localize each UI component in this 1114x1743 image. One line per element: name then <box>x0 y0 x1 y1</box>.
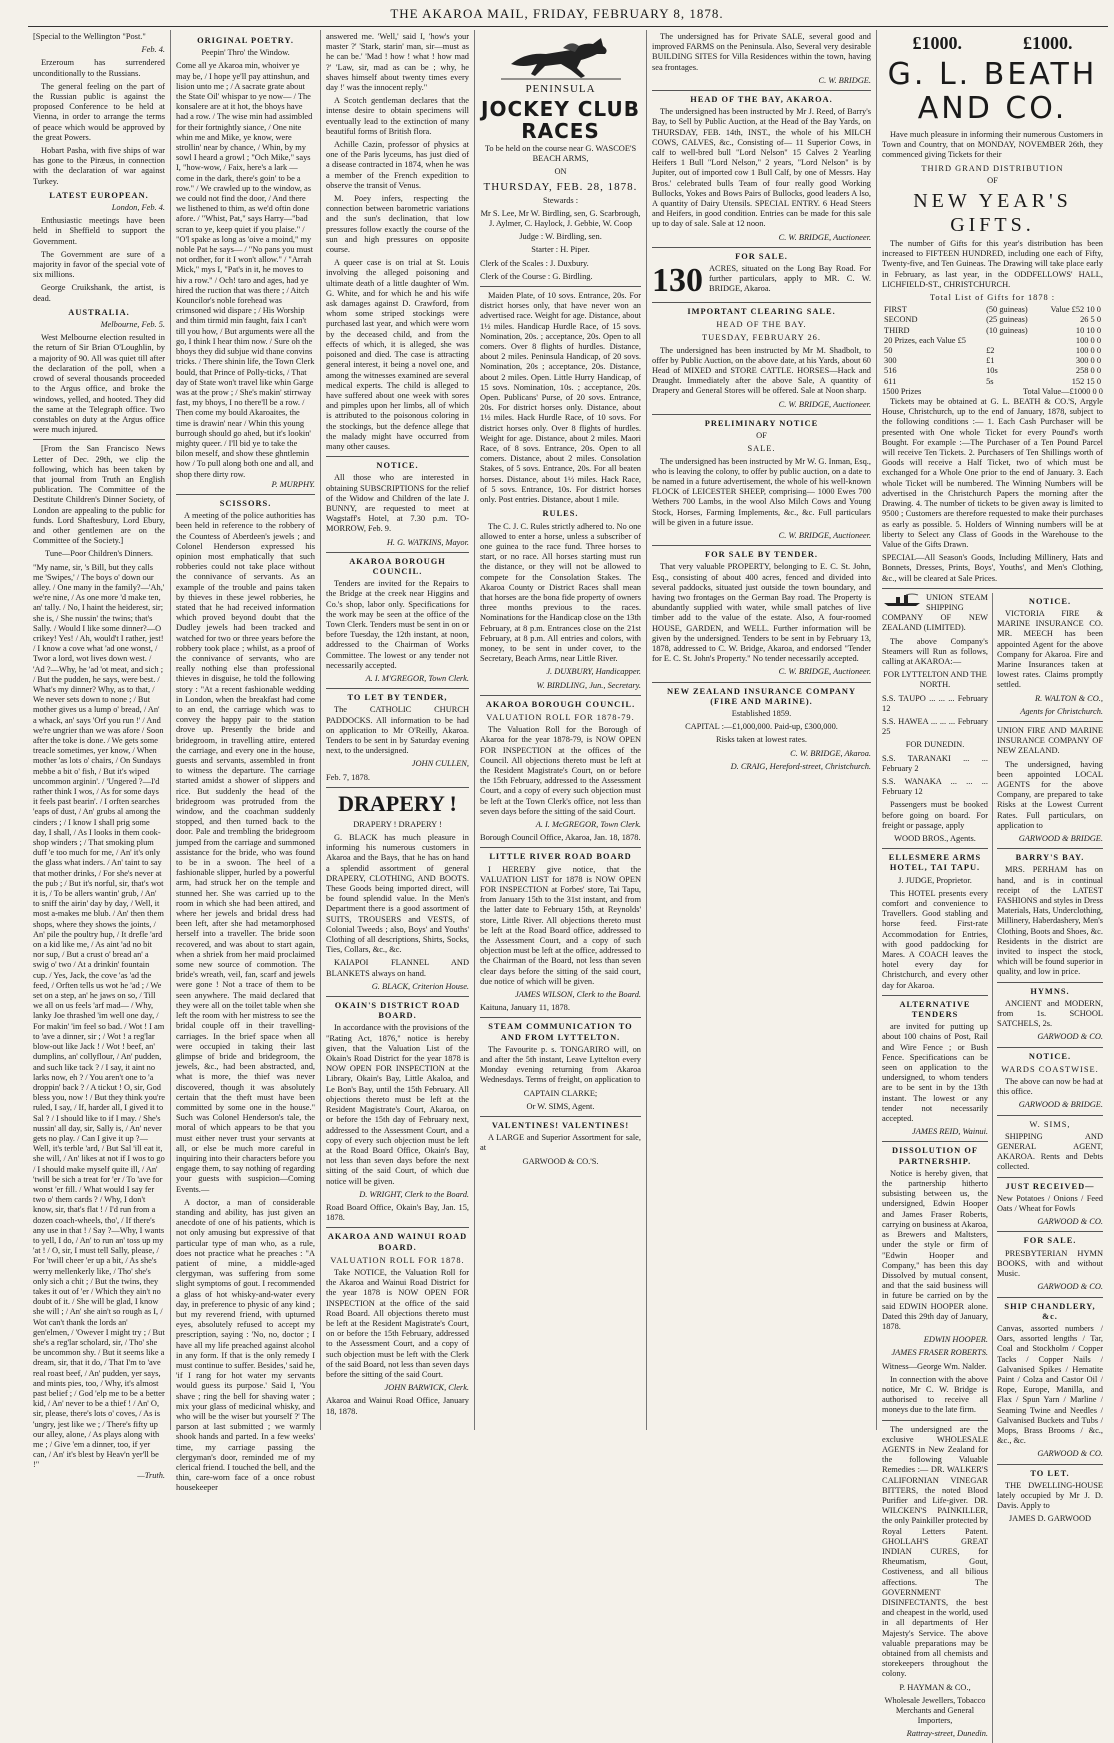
australia-heading: AUSTRALIA. <box>68 307 130 317</box>
ship-chandlery-signature: GARWOOD & CO. <box>1037 1449 1103 1459</box>
rules-heading: RULES. <box>542 509 579 519</box>
clerk-scales: Clerk of the Scales : J. Duxbury. <box>480 258 589 268</box>
nz-insurance-heading: NEW ZEALAND INSURANCE COMPANY (FIRE AND MARINE). <box>667 686 856 706</box>
just-received-list: New Potatoes / Onions / Feed Oats / Wheat for Fowls <box>997 1193 1103 1214</box>
gifts-total <box>882 387 1103 397</box>
hymns-body: ANCIENT and MODERN, from 1s. SCHOOL SATCHELS, 2s. <box>997 998 1103 1029</box>
for-sale-acres: ACRES, situated on the Long Bay Road. For further particulars, apply to MR. C. W. BRIDGE, Akaroa. <box>709 264 871 294</box>
nz-insurance-agent-1: C. W. BRIDGE, Akaroa. <box>790 748 871 758</box>
to-let-paddocks: The CATHOLIC CHURCH PADDOCKS. All information to be had on application to Mr O'Reilly, Akaroa. Tenders to be sent in by Saturday evening next, to the undersigned. <box>326 705 469 756</box>
article-erzeroum: Erzeroum has surrendered unconditionally to the Russians. <box>33 58 165 78</box>
victoria-sig-1: R. WALTON & CO., <box>1035 693 1103 703</box>
gifts-row <box>882 366 1103 376</box>
notice-bunny: All those who are interested in obtaining SUBSCRIPTIONS for the relief of the Widow and Children of the late J. BUNNY, are requested to meet at Wagstaff's Hotel, at 7.30 p.m. TO-MORROW, Feb. 9. <box>326 473 469 534</box>
steam-agent: Or W. SIMS, Agent. <box>526 1101 595 1111</box>
acres-number: 130 <box>652 262 703 300</box>
scissors-heading: SCISSORS. <box>219 498 272 508</box>
union-fire-signature: GARWOOD & BRIDGE. <box>1018 833 1103 843</box>
prize-right: £1000. <box>1023 33 1073 53</box>
stewards-heading: Stewards : <box>542 195 579 205</box>
victoria-body: VICTORIA FIRE & MARINE INSURANCE CO. MR. MEECH has been appointed Agent for the above Company for Akaroa. Fire and Marine Insurances taken at lowest rates. Claims promptly settled. <box>997 608 1103 690</box>
preliminary-heading: PRELIMINARY NOTICE <box>704 418 819 428</box>
gift-label: 50 <box>884 346 893 356</box>
column-2 <box>171 30 321 1493</box>
divider <box>997 721 1103 722</box>
column-3 <box>321 30 475 1430</box>
article-cruikshank: George Cruikshank, the artist, is dead. <box>33 283 165 303</box>
farms-ad: The undersigned has for Private SALE, several good and improved FARMS on the Peninsula. Also, Several very desirable BUILDING SITES for Villa Residences within the town, having sea frontages. <box>652 32 871 72</box>
gift-detail: £1 <box>986 356 995 366</box>
barrys-bay-heading: BARRY'S BAY. <box>1015 853 1085 863</box>
usc-agents: WOOD BROS., Agents. <box>894 833 976 843</box>
new-years-gifts: NEW YEAR'S GIFTS. <box>913 190 1072 237</box>
gift-detail: (10 guineas) <box>986 325 1028 335</box>
third-of: OF <box>987 175 998 185</box>
column-1 <box>28 30 171 1480</box>
to-let2-body: THE DWELLING-HOUSE lately occupied by Mr J. D. Davis. Apply to <box>997 1480 1103 1511</box>
to-let-signature: JOHN CULLEN, <box>411 759 469 769</box>
prize-banner <box>882 32 1103 54</box>
article-hobart: Hobart Pasha, with five ships of war has gone to the Piræus, in connection with the declaration of war against Turkey. <box>33 146 165 186</box>
okains-notice: In accordance with the provisions of the "Rating Act, 1876," notice is hereby given, that the Valuation List of the Okain's Road District for the year 1878 is NOW OPEN FOR INSPECTION at the Library, Okain's Bay, Little Akaloa, and Le Bon's Bay, until the 15th February. All objections thereto must be left at the Resident Magistrate's Court, Akaroa, on or before the 15th day of February next, addressed to the Assessment Court, and a copy of every such objection must be left at the Road Board Office, Okain's Bay, not less than seven days before the next sitting of the said Court, of which due notice will be given. <box>326 1023 469 1186</box>
divider <box>326 996 469 997</box>
divider <box>480 1116 641 1117</box>
nz-insurance-established: Established 1859. <box>731 708 792 718</box>
gifts-paragraph: The number of Gifts for this year's distribution has been increased to FIFTEEN HUNDRED, including one each of Fifty, Twenty-five, and Ten Guineas. The Drawing will take place early in February, as last year, in the ODDFELLOWS' HALL, LICHFIELD-ST., CHRISTCHURCH. <box>882 239 1103 289</box>
gift-label: 516 <box>884 366 897 376</box>
article-melbourne: West Melbourne election resulted in the return of Sir Brian O'Loughlin, by a majority of 90. All was quiet till after the declaration of the poll, when a crowd of several thousands proceeded to the Argus office, and broke the windows, yelled, and hooted. They did the same at the Telegraph office. Two constables on duty at the Argus office were much injured. <box>33 333 165 435</box>
gift-label: 20 Prizes, each Value £5 <box>884 335 966 345</box>
gifts-row <box>882 356 1103 366</box>
usc-heading: UNION STEAM SHIPPING COMPANY OF NEW ZEALAND (LIMITED). <box>882 592 988 633</box>
tender-sale-signature: C. W. BRIDGE, Auctioneer. <box>778 667 871 677</box>
gifts-row <box>882 346 1103 356</box>
column-4 <box>475 30 647 1430</box>
poem-verse: "My name, sir, 's Bill, but they calls me 'Swipes,' / The boys o' down our alley. / One many in the family?—'Ah,' we're nine, / As one more 'd make ten, an' tally. / No, I haint the heiderest, sir; she is, / She nussin' the twins; that's Sally. / Would I like some dinner?—O crikey! Yes! / Ah, would't I rather, jest! / I know a cove what 'ad one wonst, / Twor a lord, wot lives down west. / 'Ad ?—Why, he 'ad 'ot meat, and sich ; / But the pudden, he says, were best. / What's my dinner? Why, as to that, / We never sets down to none ; / But mother gives us a lump o' bread, / An' a whack, an' says 'Orf you run !' / And we're ungrier than we was afore / Soon after the toke is done. / We gets some treacle sometimes, yer know, / When mother 'as lots o' chairs, / On Sundays mebbe a bit o' fish, / But it's wiped uncommon arginin'. / 'Ungered ?—I'd rather think I wos, / As for some days it feels past bearin'. / I orften searches 'eaps of dust, / An' grubs al among the cinders ; / I know I shall prig some day, I shall, / As I looks in them cook-shop winders ; / That smoking plum duff 'e too much for me, / An' it's only the glass what inders. / An' taint to say that mother drinks, / For she's never at the pub ; / But it's norful, sir, that's wot it is, / To be allers wantin' grub, / An' to sniff the airin' day by day, / Well, it most a-makes me blub. / An' then them shops, where they shows the joints, / An' pile the poultry hup, / It drefle 'ard on a kid like me, / As aint 'ad no bit nor sup, / But a crust o' bread an' a swig o' two / At a drinkin' fountain cup. / Yes, Jack, the cove 'as 'ad the feed, / Orften tells us wot he 'ad ; / We set on a step, an' he jaws on so, / Till we all on us feels 'arf mad— / Why, lanky Joe thrashed 'im well one day, / For makin' 'im feel so bad. / Wot ! I am to 'ave a dinner, sir ; / Wot ! a reg'lar blow-out like Jack ! / Wot ! beef, an' dumplins, an' collyflour, / An' pudden, and such like tack ? / I say, it aint no larks now, eh ? / You aren't one to 'a droppin' back ? / A tickut ! O, sir, God bless you, now ! / But they think you're ruled, I say, / If, harder all, I gived it to Sal ? / I should like to if I may. / She's nussin' all day, sir, Sally is, / An' never gets no play. / Can I give it up ?—Well, it's terble 'ard, / But Sal 'ill eat it, she will, / An' likes at not if I wos to go / I should make myself quite ill, / An' 'twill be sich a treat for 'er / To 'ave for wonst 'er fill. / What would I say fer two o' them cards ? / Why, I don't know, sir, that's flat ! / I'd run from a dozen coach-wheels, tho', / If there's any use in that ! / Say ?—Why, I wants to yell, I do, / An' to run an' toss up my 'at ! / O, sir, I must tell Sally, please, / For 'twill cheer 'er up a bit, / As she's werry mellenkerly like, / Tho' she's only sich a chit ; / But the twins, they takes it out of 'er / Which they ain't no doubt of it. / She will be glad, I know she will ; / An' she ain't so rough as I, / Wot can't thank the lords an' gen'elmen, / 'Owever I might try ; / But she's a reg'lar scholard, sir, / Tho' she be uncommon shy. / But it seems like a dream, sir, that it do, / That I'm to 'ave real roast beef, / An' pudden, yer says, and mints pies, too, / Why, it's almost past belief ; / God 'elp me to be a better kid, / An' never to be a thief ! / An' O, sir, please, there's lots o' coves, / As is 'ungry, jest like we ; / There's fifty up our alley, alone, / As plays along with me ; / Give 'em a dinner, too, if yer can, / An' it's blest by Heav'n yer'll be !" <box>33 562 166 1470</box>
divider <box>997 1047 1103 1048</box>
clearing-sale-date: TUESDAY, FEBRUARY 26. <box>702 333 821 343</box>
gift-value: 100 0 0 <box>1075 335 1101 345</box>
kaiapoi-signature: G. BLACK, Criterion House. <box>371 981 469 991</box>
wholesale-sig-3: Rattray-street, Dunedin. <box>906 1729 988 1739</box>
gift-detail: 5s <box>986 376 994 386</box>
clearing-sale-body: The undersigned has been instructed by Mr M. Shadbolt, to offer by Public Auction, on the above date, at his Yards, about 60 Head of MIXED and STORE CATTLE. HORSES—Hack and Draught. Immediately after the above Sale, A quantity of Drapery and General Stores will be offered. Sale at Noon sharp. <box>652 345 871 396</box>
column-6 <box>877 30 1108 1739</box>
races-title-peninsula: PENINSULA <box>525 83 596 95</box>
divider <box>33 439 165 440</box>
gift-value: 10 10 0 <box>1075 325 1101 335</box>
wards-body: The above can now be had at this office. <box>997 1077 1103 1097</box>
special-telegram: [Special to the Wellington "Post." <box>33 32 146 41</box>
wainui-signature: JOHN BARWICK, Clerk. <box>384 1383 469 1393</box>
gifts-row <box>882 377 1103 387</box>
wards-heading: WARDS COASTWISE. <box>1001 1064 1099 1074</box>
wholesale-sig-2: Wholesale Jewellers, Tobacco Merchants and General Importers, <box>884 1695 986 1726</box>
poem-signature: —Truth. <box>137 1470 165 1480</box>
divider <box>652 414 871 415</box>
union-fire-heading: UNION FIRE AND MARINE INSURANCE COMPANY OF NEW ZEALAND. <box>997 725 1103 756</box>
notice-heading-right: NOTICE. <box>1028 596 1072 606</box>
article-jewel-robbery: A meeting of the police authorities has been held in reference to the robbery of the Countess of Aberdeen's jewels ; and Colonel Henderson expressed his opinion most emphatically that such robberies could not take place without the connivance of servants. As an example of the trouble and pains taken by thieves in these jewel robberies, he stated that he had received information which proved beyond doubt that the Dudley jewels had been tracked and watched for two or three years before the robbery took place ; whilst, as a proof of the connivance of servants, who are really nothing else than professional thieves in disguise, he told the following story : "At a recent fashionable wedding in London, when the breakfast had come to an end, the carriage which was to convey the happy pair to the station drove up. Presently the bride and bridegroom, in travelling attire, entered the carriage, and every one in the house, guests and servants, assembled in front to witness the departure. The carriage started amidst a shower of slippers and rice. But suddenly the head of the bridegroom was protruded from the window, and the coachman suddenly stopped, and then turned back to the door. Pale and trembling the bridegroom jumped from the carriage and summoned assistance for the bride, who was found to be in a swoon. The heel of a fashionable slipper, hurled by a powerful arm, had struck her on the temple and stunned her. She was carried up to the room in which she had been attired, and where her jewels and bridal dress had been left, after she had metamorphosed herself into a traveller. The bride soon recovered, and was about to start again, when a shriek from her maid proclaimed some new source of commotion. The bride's wreath, veil, fan, scarf and jewels were gone ! Not a trace of them to be seen anywhere. The maid declared that they were all on the toilet table when she left the room with her mistress to see the bridal couple off in their travelling-carriages. In the brief space when all were occupied in taking their last glimpse of bride and bridegroom, the jewels, &c., had been abstracted, and, what is more, the thief was never discovered, though it was absolutely certain that the theft must have been committed by some one in the house." Such was Colonel Henderson's tale, the moral of which appears to be that you must either never trust your servants at all, or else be much more careful in inquiring into their characters before you engage them, to say nothing of regarding your guests with suspicion—Coming Events.— <box>176 511 315 1194</box>
borough2-signature: A. I. McGREGOR, Town Clerk. <box>535 819 641 829</box>
newspaper-columns <box>28 30 1108 1739</box>
tune-line: Tune—Poor Children's Dinners. <box>45 549 153 559</box>
gift-label: THIRD <box>884 325 910 335</box>
little-river-signature: JAMES WILSON, Clerk to the Board. <box>515 990 641 1000</box>
to-let-date: Feb. 7, 1878. <box>326 772 370 782</box>
article-stockings: A queer case is on trial at St. Louis involving the alleged poisoning and ultimate death of a little daughter of Wm. G. White, and for which he and his wife ask damages against D. Crawford, from whom some striped stockings were purchased last year, and which were worn by the deceased child, and from the effects of which, it is alleged, she was poisoned and died. The case is attracting general interest, it being a novel one, and among the witnesses examined are several medical experts. The child is alleged to have suffered about one week with sores and pimples upon her limbs, all of which is attributed to the poisonous coloring in the stockings, but the defence allege that the malady might have occurred from many other causes. <box>326 258 469 451</box>
sims-heading: W. SIMS, <box>1029 1119 1071 1129</box>
borough2-date: Borough Council Office, Akaroa, Jan. 18, 1878. <box>480 833 641 843</box>
dissolution-heading: DISSOLUTION OF PARTNERSHIP. <box>892 1146 978 1166</box>
ellesmere-heading: ELLESMERE ARMS HOTEL, TAI TAPU. <box>888 853 982 873</box>
article-truth-intro: [From the San Francisco News Letter of Dec. 29th, we clip the following, which has been taken by that journal from Truth an English publication. The Committee of the Destitute Children's Dinner Society, of London are appealing to the public for funds. Lord Shaftesbury, Lord Ebury, and other gentlemen are on the Committee of the Society.] <box>33 444 165 546</box>
divider <box>652 90 871 91</box>
racehorse-icon <box>501 34 621 80</box>
races-programme: Maiden Plate, of 10 sovs. Entrance, 20s. For district horses only, that have never won an advertised race. Weight for age. Distance, about 1½ miles. Handicap Hurdle Race, of 15 sovs. Nomination, 20s. ; acceptance, 20s. Open to all comers. Over 8 flights of hurdles. Distance, about 2 miles. Peninsula Handicap, of 20 sovs. Nomination, 20s ; acceptance, 20s. Distance, about 2 miles. Open. Little Hurry Handicap, of 15 sovs. Nomination, 10s. ; acceptance, 20s. Open. Publicans' Purse, of 20 sovs. Entrance, 20s. For district horses only. Distance, about 1½ miles. Hack Hurdle Race, of 10 sovs. For district horses only. Over 8 flights of hurdles. Weight for age. Distance, about 2 miles. Maori Race, of 8 sovs. Entrance, 20s. Open to all comers. Distance, about 2 miles. Consolation Stakes, of 5 sovs. Entrance, 20s. For all beaten horses. Distance, about 1½ miles. Hack Race, of 5 sovs. Entrance, 10s. For district horses only. Post entries. Distance, about 1 mile. <box>480 291 641 505</box>
hymns-heading: HYMNS. <box>1030 986 1070 996</box>
hob-heading: HEAD OF THE BAY, AKAROA. <box>690 95 833 105</box>
article-scotch: A Scotch gentleman declares that the intense desire to obtain specimens will eventually lead to the extinction of many beautiful forms of British flora. <box>326 96 469 136</box>
usc-sailing-wanaka: S.S. WANAKA ... ... ... February 12 <box>882 776 988 797</box>
preliminary-sale: SALE. <box>747 444 776 454</box>
farms-signature: C. W. BRIDGE. <box>818 75 871 85</box>
races-judge: Judge : W. Birdling, sen. <box>519 232 602 242</box>
borough2-subheading: VALUATION ROLL FOR 1878-79. <box>486 712 635 722</box>
gift-detail: (50 guineas) <box>986 305 1028 315</box>
clerk-course: Clerk of the Course : G. Birdling. <box>480 271 593 281</box>
rules-handicapper: J. DUXBURY, Handicapper. <box>546 667 641 677</box>
clearing-sale-place: HEAD OF THE BAY. <box>716 320 807 330</box>
divider <box>652 682 871 683</box>
borough2-notice: The Valuation Roll for the Borough of Akaroa for the year 1878-79, is NOW OPEN FOR INSPECTION at the offices of the Council. All objections thereto must be left at the Resident Magistrate's Court, on or before the 15th February, addressed to the Assessment Court, and a copy of every such objection must be left at the Town Clerk's office, not less than seven days before the sitting of the said Court. <box>480 725 641 816</box>
union-fire-body: The undersigned, having been appointed LOCAL AGENTS for the above Company, are prepared to take Risks at the Lowest Current Rates. Full particulars, on application to <box>997 759 1103 830</box>
nz-insurance-agent-2: D. CRAIG, Hereford-street, Christchurch. <box>730 761 871 771</box>
poem-body: Come all ye Akaroa min, whoiver ye may be, / I hope ye'll pay attinshun, and lision unto me ; / A sacrate grate about the State Oil' whispar to ye now— / The konsalere are at it hot, the bhoys have had a row. / The wise min had assimbled for their fortnightly siance, / One nite whin me and Mike, ye know, were strollin' near by chance, / Whin, by my sowl I heard a growl ; "Och Mike," says I, "how-wow, / Faix, here's a lark — come in the dark, there's goin' to be a row." / We crawled up to the window, as we could not find the door, / And there we listhened to thim, as we'd oftin done afore. / "Whist, Pat," says Harry—"bad scran to ye, keep quiet if you plaise." / "O'l spake as long as 'oive a moind," my noble Pat he says— / "No pans you must not ordher, for it I won't allow." / "Arrah Mick," mys I, "Pat's in it, he moves to hiv a row." / Och! taro and ages, had ye hired the ruction that was there ; / Aitch Kouncilor's noble forehead was crimsoned wid dispare ; / His Worship and thim tirmid min faught, faix I can't till you how, / But arguments were all the go, I think I hear thim now. / Sure oh the bhoys they did subjue wid thane convins tricks. / There shinin life, the Town Clerk bould, that Prince of Polly-ticks, / That day of State won't travel like whin Garge was at the prow ; / She's makin' stirrway fast, my bhoys, I no there'll be a row. / Then come my bould Akaroaites, the time is drawin' near / Whin this young burrough should go ahed, but it's lookin' mighty queer. / I'll bid ye to take the bilon meself, and show these ghntlemin how / To pull along both one and all, and shop there dirty row. <box>176 61 315 479</box>
australia-date: Melbourne, Feb. 5. <box>100 320 165 330</box>
preliminary-of: OF <box>756 431 767 441</box>
gifts-row <box>882 305 1103 315</box>
little-river-notice: I HEREBY give notice, that the VALUATION LIST for 1878 is NOW OPEN FOR INSPECTION at Forbes' store, Tai Tapu, from January 15th to the 31st instant, and from the latter date to February 15th, at Reynolds' store, Little River. All objections thereto must be left at the Road Board office, addressed to the Assessment Court, and a copy of such objection must be left at the office, addressed to the Chairman of the Board, not less than seven clear days before the sitting of the said court, due notice of which will be given. <box>480 864 641 986</box>
for-sale-heading: FOR SALE. <box>735 251 788 261</box>
gifts-total-count: 1500 Prizes <box>882 386 922 396</box>
rules-body: The C. J. C. Rules strictly adhered to. No one allowed to enter a horse, unless a subscriber of one guinea to the race fund. Three horses to start, or no race. All horses starting must run the distance, or they will not be allowed to compete for the Consolation Stakes. The Akaroa County or District Races shall mean that horses are the bona fide property of owners three months previous to the races. Nominations for the Handicap close on the 13th February, at 8 p.m. Entrances close on the 21st February, at 8 p.m. All entries and colors, with money, to be sent in under cover, to the Secretary, Beach Arms, near Little River. <box>480 521 641 664</box>
just-received-signature: GARWOOD & CO. <box>1037 1217 1103 1227</box>
article-government: The Government are sure of a majority in favor of the special vote of six millions. <box>33 249 165 280</box>
gift-label: FIRST <box>884 305 907 315</box>
ellesmere-proprietor: J. JUDGE, Proprietor. <box>898 875 972 885</box>
wainui-subheading: VALUATION ROLL FOR 1878. <box>330 1255 465 1265</box>
borough-council-heading: AKAROA BOROUGH COUNCIL. <box>349 556 446 576</box>
barrys-bay-body: MRS. PERHAM has on hand, and is in continual receipt of the LATEST FASHIONS and styles in Dress Materials, Hats, Underclothing, Millinery, Haberdashery, Men's Clothing, Boots and Shoes, &c. Residents in the district are invited to inspect the stock, which will be found superior in quality, and low in price. <box>997 865 1103 977</box>
masthead-rule <box>28 26 1108 27</box>
alt-tenders-signature: JAMES REID, Wainui. <box>912 1127 988 1137</box>
poem-author: P. MURPHY. <box>271 479 315 489</box>
alt-tenders-body: are invited for putting up about 100 chains of Post, Rail and Wire Fence ; or Bush Fence. Specifications can be seen on application to the undersigned, to whom tenders are to be sent in by the 13th instant. The lowest or any tender not necessarily accepted. <box>882 1022 988 1124</box>
divider <box>652 247 871 248</box>
steam-notice: The Favourite p. s. TONGARIRO will, on and after the 5th instant, Leave Lyttelton every Monday evening returning from Akaroa Wednesdays. Terms of freight, on application to <box>480 1044 641 1085</box>
ship-chandlery-list: Canvas, assorted numbers / Oars, assorted lengths / Tar, Coal and Stockholm / Copper Tacks / Copper Nails / Galvanised Spikes / Hematite Paint / Colza and Castor Oil / Rope, Europe, Manilla, and Flax / Spun Yarn / Marline / Seaming Twine and Needles / Galvanised Buckets and Tubs / Mops, Brass Brooms / &c., &c., &c. <box>997 1323 1103 1446</box>
for-sale2-body: PRESBYTERIAN HYMN BOOKS, with and without Music. <box>997 1248 1103 1279</box>
gift-value: 152 15 0 <box>1071 376 1101 386</box>
third-distribution: THIRD GRAND DISTRIBUTION <box>921 163 1064 173</box>
divider <box>882 588 1103 589</box>
gift-value: 100 0 0 <box>1075 346 1101 356</box>
usc-sailing-taupo: S.S. TAUPO ... ... ... February 12 <box>882 693 988 713</box>
stewards-list: Mr S. Lee, Mr W. Birdling, sen, G. Scarbrough, J. Aylmer, C. Haylock, J. Gebbie, W. Coop <box>480 208 641 229</box>
usc-passengers: Passengers must be booked before going on board. For freight or passage, apply <box>882 800 988 830</box>
clearing-sale-heading: IMPORTANT CLEARING SALE. <box>687 307 836 317</box>
races-date: THURSDAY, FEB. 28, 1878. <box>483 180 638 193</box>
gift-detail: (25 guineas) <box>986 315 1028 325</box>
gifts-list-heading: Total List of Gifts for 1878 : <box>929 293 1056 303</box>
divider <box>480 695 641 696</box>
victoria-sig-2: Agents for Christchurch. <box>1020 706 1103 716</box>
wainui-heading: AKAROA AND WAINUI ROAD BOARD. <box>327 1232 468 1252</box>
races-venue: To be held on the course near G. WASCOE'S BEACH ARMS, <box>484 144 637 164</box>
little-river-date: Kaituna, January 11, 1878. <box>480 1003 570 1013</box>
tender-sale-body: That very valuable PROPERTY, belonging to E. C. St. John, Esq., consisting of about 400 acres, fenced and divided into several paddocks, situated just outside the town boundary, and having two frontages on the German Bay road. The Property is abundantly supplied with water, while small patches of live timber add to the value of the estate. Also, A four-roomed HOUSE, GARDEN, and WELL. Further information will be given by the undersigned. Tenders to be sent in by February 13, 1878, addressed to C. W. Bridge, Akaroa, and endorsed "Tender for E. C. St. John's Property." No tender necessarily accepted. <box>652 562 871 664</box>
wainui-date: Akaroa and Wainui Road Office, January 18, 1878. <box>326 1396 469 1416</box>
gift-value: 300 0 0 <box>1075 356 1101 366</box>
ellesmere-body: This HOTEL presents every comfort and convenience to Travellers. Good stabling and horse feed. First-rate Accommodation for Entries, with good paddocking for Mares. A COACH leaves the hotel every day for Christchurch, and every other day for Akaroa. <box>882 888 988 990</box>
telegram-date: Feb. 4. <box>141 45 165 55</box>
poem-title: Peepin' Thro' the Window. <box>201 48 290 58</box>
to-let2-heading: TO LET. <box>1030 1468 1070 1478</box>
prize-left: £1000. <box>912 33 962 53</box>
masthead: THE AKAROA MAIL, FRIDAY, FEBRUARY 8, 1878. <box>390 6 724 21</box>
original-poetry-heading: ORIGINAL POETRY. <box>197 36 294 45</box>
preliminary-body: The undersigned has been instructed by Mr W. G. Inman, Esq., who is leaving the colony, to offer by public auction, on a date to be named in a future advertisement, the whole of his well-known FLOCK of LEICESTER SHEEP, comprising— 1000 Ewes 700 Wethers 700 Lambs, in the wool Also Milch Cows and Young Stock, Horses, Farming Implements, &c., &c. Full particulars will be given in a future issue. <box>652 456 871 527</box>
divider <box>997 1115 1103 1116</box>
gift-detail: 10s <box>986 366 998 376</box>
divider <box>882 995 988 996</box>
hob-auction: The undersigned has been instructed by Mr J. Reed, of Barry's Bay, to Sell by Public Auction, at the Head of the Bay Yards, on THURSDAY, FEB. 14th, INST., the whole of his MILCH COWS, CALVES, &c., Consisting of— 11 Superior Cows, in calf to well-bred bull "Lord Nelson" 15 Calves 2 Yearling Heifers 1 Bull "Lord Nelson," 2 years, "Lord Nelson" is by Jupiter, out of imported cow 1 Bull Calf, by one of Messrs. Hay Bros.' celebrated bulls Team of four really good Working Bullocks, Yokes and Bows Pairs of Bullocks, good leaders A lso, A quantity of Dairy Utensils. SPECIAL ENTRY. 6 Head Steers and Heifers, in good condition. Entries can be made for this sale up to day of sale. Sale at 12 noon. <box>652 107 871 229</box>
gifts-total-value: Total Value—£1000 0 0 <box>1023 386 1103 396</box>
valentines-heading: VALENTINES! VALENTINES! <box>491 1121 630 1131</box>
special-sale: SPECIAL—All Season's Goods, Including Millinery, Hats and Bonnets, Dresses, Prints, Boys', Youths', and Men's Clothing, &c., will be cleared at Sale Prices. <box>882 553 1103 583</box>
divider <box>997 1231 1103 1232</box>
tender-sale-heading: FOR SALE BY TENDER. <box>704 550 818 560</box>
borough-signature: A. I. M'GREGOR, Town Clerk. <box>365 673 469 683</box>
dissolution-sig-roberts: JAMES FRASER ROBERTS. <box>891 1348 988 1358</box>
alt-tenders-heading: ALTERNATIVE TENDERS <box>899 999 971 1020</box>
divider <box>480 1017 641 1018</box>
to-let2-signature: JAMES D. GARWOOD <box>1008 1514 1092 1524</box>
column-5 <box>647 30 877 1430</box>
steam-captain: CAPTAIN CLARKE; <box>523 1088 598 1098</box>
borough2-heading: AKAROA BOROUGH COUNCIL. <box>485 699 636 709</box>
divider <box>652 302 871 303</box>
gift-value: 258 0 0 <box>1075 366 1101 376</box>
usc-sailing-taranaki: S.S. TARANAKI ... ... February 2 <box>882 753 988 773</box>
gift-detail: £2 <box>986 346 995 356</box>
gifts-row <box>882 326 1103 336</box>
divider <box>882 848 988 849</box>
divider <box>480 286 641 287</box>
gifts-rules: Tickets may be obtained at G. L. BEATH & CO.'S, Argyle House, Christchurch, up to the end of January, 1878, subject to the following conditions :— 1. Each Cash Purchaser will be presented with One whole Ticket for every Pound's worth Bought. For example :—The Purchaser of a Ten Pound Parcel will receive Ten Tickets. 2. Purchasers of Ten Shillings worth of Goods will receive a Half Ticket, two of which must be exchanged for a Whole One prior to the end of January. 3. Each whole Ticket will be numbered. The Winning Numbers will be advertised in the Christchurch Papers the morning after the Drawing. 4. The number of tickets to be given away is limited to 9500 ; Customers are therefore requested to make their purchases as early as possible. 5. Holders of Winning numbers will be at liberty to Select any Class of Goods in the Warehouse to the Value of the Gifts Drawn. <box>882 397 1103 549</box>
wards-signature: GARWOOD & BRIDGE. <box>1018 1100 1103 1110</box>
two-ad-row <box>882 593 1103 1743</box>
hob-signature: C. W. BRIDGE, Auctioneer. <box>778 232 871 242</box>
okains-signature: D. WRIGHT, Clerk to the Board. <box>359 1189 469 1199</box>
article-russia: The general feeling on the part of the Russian public is against the proposed Conference to be held at Vienna, in order to arrange the terms of peace which would be approved by the great Powers. <box>33 81 165 142</box>
article-sheffield: Enthusiastic meetings have been held in Sheffield to support the Government. <box>33 216 165 246</box>
wholesale-sig-1: P. HAYMAN & CO., <box>899 1682 971 1692</box>
notice2-heading: NOTICE. <box>1028 1051 1072 1061</box>
gift-value: 26 5 0 <box>1080 315 1101 325</box>
article-doctor-cont: answered me. 'Well,' said I, 'how's your master ?' 'Stark, starin' man, sir—must as he can be.' 'Mad ! how ! what ! how mad ?' 'Law, sir, mad as can be ; why, he shaves himself about twenty times every day !' was the innocent reply." <box>326 32 469 93</box>
divider <box>997 1297 1103 1298</box>
kaiapoi-ad: KAIAPOI FLANNEL AND BLANKETS always on hand. <box>326 958 469 978</box>
divider <box>997 848 1103 849</box>
wholesale-body: The undersigned are the exclusive WHOLESALE AGENTS in New Zealand for the following Valuable Remedies :— DR. WALKER'S CALIFORNIAN VINEGAR BITTERS, the noted Blood Purifier and Life-giver. DR. WILCKEN'S PAINKILLER, the only Painkiller protected by Royal Letters Patent. GHOLLAH'S GREAT INDIAN CURES, for Rheumatism, Gout, Costiveness, and all bilious affections. The GOVERNMENT DISINFECTANTS, the best and cheapest in the world, used in all departments of Her Majesty's Service. The above valuable preparations may be obtained from all chemists and storekeepers throughout the colony. <box>882 1424 988 1679</box>
ship-chandlery-heading: SHIP CHANDLERY, &c. <box>1004 1301 1096 1321</box>
gift-label: 300 <box>884 356 897 366</box>
divider <box>326 688 469 689</box>
races-on: ON <box>554 167 567 177</box>
divider <box>326 456 469 457</box>
notice-signature: H. G. WATKINS, Mayor. <box>386 537 469 547</box>
usc-body: The above Company's Steamers will Run as follows, calling at AKAROA:— <box>882 636 988 666</box>
wainui-notice: Take NOTICE, the Valuation Roll for the Akaroa and Wainui Road District for the year 1878 is NOW OPEN FOR INSPECTION at the office of the said Road Board. All objections thereto must be left at the Resident Magistrate's Court, on or before the 15th February, addressed to the Assessment Court, and a copy of such objection must be left with the Clerk of the said Board, not less than seven days before the sitting of the said Court. <box>326 1267 469 1379</box>
gifts-table <box>882 305 1103 387</box>
races-starter: Starter : H. Piper. <box>531 245 590 255</box>
usc-for-north: FOR LYTTELTON AND THE NORTH. <box>883 670 987 690</box>
divider <box>997 1177 1103 1178</box>
clearing-sale-signature: C. W. BRIDGE, Auctioneer. <box>778 399 871 409</box>
divider <box>480 847 641 848</box>
okains-heading: OKAIN'S DISTRICT ROAD BOARD. <box>334 1001 461 1021</box>
latest-european-date: London, Feb. 4. <box>111 203 165 213</box>
gift-value: Value £52 10 0 <box>1050 305 1101 315</box>
right-ads <box>992 593 1103 1743</box>
usc-block <box>882 593 988 1743</box>
article-doctor: A doctor, a man of considerable standing and ability, has just given an anecdote of one of his patients, which is not only amusing but expressive of that particular type of man who, as a rule, does not practice what he preaches : "A patient of mine, a middle-aged clergyman, was suffering from some slight symptoms of gout. I recommended a glass of hot whisky-and-water every day, in preference to physic of any kind ; but my reverend friend, with upturned eyes, absolutely refused to accept my prescription, saying : 'No, no, doctor ; I have all my life preached against alcohol in any form. If that is the only remedy I must continue to suffer. Besides,' said he, 'if I rang for hot water my servants would guess its purpose.' Said I, 'You shave ; ring the bell for shaving water ; mix your glass of medicinal whisky, and who will be the wiser but yourself ?' The parson at last submitted ; we warmly shook hands and parted. In a few weeks' time, my carriage passing the clergyman's door, reminded me of my clerical friend. I touched the bell, and the thin, care-worn face of a once robust housekeeper <box>176 1197 315 1493</box>
dissolution-body: Notice is hereby given, that the partnership hitherto subsisting between us, the undersigned, Edwin Hooper and James Fraser Roberts, carrying on business at Akaroa, as Brewers and Maltsters, under the style or firm of "Edwin Hooper and Company," has been this day Dissolved by mutual consent, and that the said business will in future be carried on by the said EDWIN HOOPER alone. Dated this 29th day of January, 1878. <box>882 1168 988 1331</box>
steam-heading: STEAM COMMUNICATION TO AND FROM LYTTELTON. <box>488 1022 633 1042</box>
divider <box>326 787 469 788</box>
dissolution-sig-hooper: EDWIN HOOPER. <box>923 1335 988 1345</box>
nz-insurance-risks: Risks taken at lowest rates. <box>716 735 807 745</box>
gift-label: SECOND <box>884 315 918 325</box>
latest-european-heading: LATEST EUROPEAN. <box>49 190 149 200</box>
races-title-jockey: JOCKEY CLUB RACES <box>481 97 640 143</box>
preliminary-signature: C. W. BRIDGE, Auctioneer. <box>778 530 871 540</box>
nz-insurance-capital: CAPITAL :—£1,000,000. Paid-up, £300,000. <box>685 722 838 732</box>
borough-tenders: Tenders are invited for the Repairs to the Bridge at the creek near Higgins and Co.'s shop, labor only. Specifications for the work may be seen at the office of the Town Clerk. Tenders must be sent in on or before Tuesday, the 12th instant, at noon, addressed to the Chairman of Works Committee. The lowest or any tender not necessarily accepted. <box>326 579 469 670</box>
divider <box>176 494 315 495</box>
divider <box>997 982 1103 983</box>
valentines-signature: GARWOOD & CO.'S. <box>522 1156 599 1166</box>
dissolution-witness: Witness—George Wm. Nalder. <box>882 1361 987 1371</box>
beath-heading: G. L. BEATH AND CO. <box>887 57 1098 126</box>
notice-heading: NOTICE. <box>376 461 419 471</box>
divider <box>882 1420 988 1421</box>
divider <box>997 1464 1103 1465</box>
beath-intro: Have much pleasure in informing their numerous Customers in Town and Country, that on MONDAY, NOVEMBER 26th, they commenced giving Tickets for their <box>882 130 1103 160</box>
drapery-ad: G. BLACK has much pleasure in informing his numerous customers in Akaroa and the Bays, that he has on hand a splendid assortment of general DRAPERY, CLOTHING, AND BOOTS. These Goods being imported direct, will be found splendid value. In the Men's Department there is a good assortment of SUITS, TROUSERS and VESTS, of Colonial Tweeds ; also, Boys' and Youths' Clothing of all descriptions, Shirts, Socks, Ties, Collars, &c., &c. <box>326 833 469 955</box>
just-received-heading: JUST RECEIVED— <box>1005 1181 1095 1191</box>
okains-date: Road Board Office, Okain's Bay, Jan. 15, 1878. <box>326 1202 469 1223</box>
hymns-signature: GARWOOD & CO. <box>1037 1032 1103 1042</box>
for-sale2-signature: GARWOOD & CO. <box>1037 1282 1103 1292</box>
usc-sailing-hawea: S.S. HAWEA ... ... ... February 25 <box>882 716 988 737</box>
gifts-row <box>882 336 1103 346</box>
gifts-row <box>882 315 1103 325</box>
divider <box>652 545 871 546</box>
drapery-heading: DRAPERY ! <box>338 790 457 816</box>
gift-detail <box>984 336 1038 346</box>
drapery-subheading: DRAPERY ! DRAPERY ! <box>353 819 442 829</box>
divider <box>882 1141 988 1142</box>
gift-label: 611 <box>884 376 897 386</box>
little-river-heading: LITTLE RIVER ROAD BOARD <box>489 852 632 862</box>
to-let-heading: TO LET BY TENDER, <box>347 693 448 703</box>
usc-for-dunedin: FOR DUNEDIN. <box>905 740 965 750</box>
article-poey: M. Poey infers, respecting the connection between barometric variations and the sun's declination, that low pressures follow exactly the course of the sun and high pressures on opposite course. <box>326 194 469 255</box>
sims-body: SHIPPING AND GENERAL AGENT, AKAROA. Rents and Debts collected. <box>997 1131 1103 1172</box>
for-sale2-heading: FOR SALE. <box>1023 1236 1077 1246</box>
dissolution-note: In connection with the above notice, Mr C. W. Bridge is authorised to receive all moneys due to the late firm. <box>882 1374 988 1415</box>
rules-secretary: W. BIRDLING, Jun., Secretary. <box>536 680 641 690</box>
valentines-ad: A LARGE and Superior Assortment for sale, at <box>480 1133 641 1153</box>
steamship-icon <box>882 593 922 607</box>
article-cazin: Achille Cazin, professor of physics at one of the Paris lyceums, has just died of a disease contracted in 1874, when he was a member of the French expedition to observe the transit of Venus. <box>326 140 469 190</box>
divider <box>326 1227 469 1228</box>
divider <box>326 552 469 553</box>
